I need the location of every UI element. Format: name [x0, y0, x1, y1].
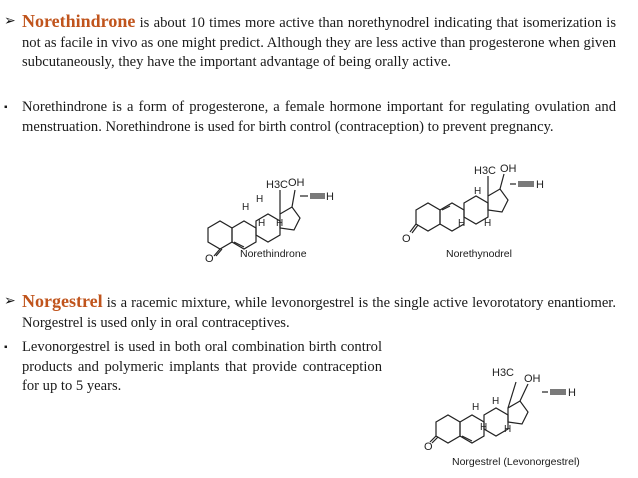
methyl-label: H3C — [266, 179, 289, 191]
hydrogen-label: H — [256, 194, 264, 205]
hydrogen-label: H — [492, 396, 500, 407]
structure-caption-norethynodrel: Norethynodrel — [446, 248, 512, 260]
paragraph-norethindrone-activity — [4, 11, 616, 73]
arrow-bullet-icon: ➢ — [4, 294, 16, 309]
paragraph-text: is about 10 times more active than norethynodrel indicating that isomerization is not as facile in vivo as one might predict. Although they are less active than progesterone when given subcutaneously, they have the important advantage of being orally active. — [22, 15, 616, 70]
paragraph-text: Levonorgestrel is used in both oral combination birth control products and polymeric implants that provide contraception for up to 5 years. — [22, 339, 382, 394]
hydrogen-label: H — [326, 191, 334, 203]
oxygen-label: O — [205, 253, 214, 265]
hydrogen-label: H — [458, 218, 466, 229]
hydrogen-label: H — [276, 218, 284, 229]
paragraph-text: Norethindrone is a form of progesterone, a female hormone important for regulating ovulation and menstruation. Norethindrone is used for birth control (contraception) to prevent pregnancy. — [22, 99, 616, 135]
square-bullet-icon: ▪ — [4, 102, 8, 113]
term-norgestrel: Norgestrel — [22, 291, 103, 311]
hydrogen-label: H — [568, 387, 576, 399]
structure-caption-norgestrel: Norgestrel (Levonorgestrel) — [452, 456, 580, 468]
hydrogen-label: H — [242, 202, 250, 213]
hydroxyl-label: OH — [500, 163, 517, 175]
hydrogen-label: H — [472, 402, 480, 413]
hydrogen-label: H — [474, 186, 482, 197]
oxygen-label: O — [424, 441, 433, 453]
hydrogen-label: H — [536, 179, 544, 191]
methyl-label: H3C — [474, 165, 497, 177]
hydrogen-label: H — [484, 218, 492, 229]
structure-caption-norethindrone: Norethindrone — [240, 248, 307, 260]
paragraph-text: is a racemic mixture, while levonorgestrel is the single active levorotatory enantiomer. Norgestrel is used only in oral contraceptives. — [22, 295, 616, 331]
hydroxyl-label: OH — [524, 373, 541, 385]
arrow-bullet-icon: ➢ — [4, 14, 16, 29]
term-norethindrone: Norethindrone — [22, 11, 136, 31]
paragraph-norgestrel — [4, 291, 616, 333]
oxygen-label: O — [402, 233, 411, 245]
hydrogen-label: H — [258, 218, 266, 229]
methyl-label: H3C — [492, 367, 515, 379]
paragraph-levonorgestrel — [4, 338, 382, 397]
hydroxyl-label: OH — [288, 177, 305, 189]
paragraph-norethindrone-use — [4, 98, 616, 137]
hydrogen-label: H — [480, 422, 488, 433]
square-bullet-icon: ▪ — [4, 342, 8, 353]
norgestrel-structure — [424, 362, 594, 458]
hydrogen-label: H — [504, 424, 512, 435]
